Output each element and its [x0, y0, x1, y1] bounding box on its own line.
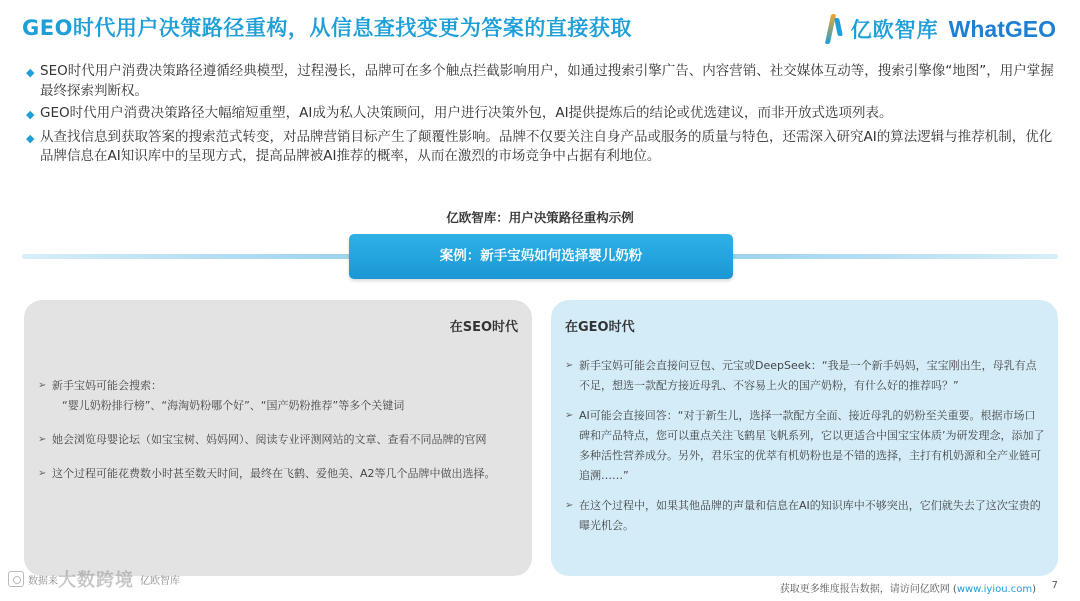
arrow-bullet-icon: ➢: [565, 500, 574, 511]
seo-item-keywords: “婴儿奶粉排行榜”、“海淘奶粉哪个好”、“国产奶粉推荐”等多个关键词: [62, 399, 405, 412]
seo-item-text: 她会浏览母婴论坛（如宝宝树、妈妈网）、阅读专业评测网站的文章、查看不同品牌的官网: [52, 433, 487, 446]
arrow-bullet-icon: ➢: [38, 468, 47, 479]
seo-panel-heading: 在SEO时代: [449, 320, 518, 335]
list-item: [38, 464, 518, 484]
source-note: [8, 566, 180, 592]
arrow-bullet-icon: ➢: [38, 380, 47, 391]
bullet-text: SEO时代用户消费决策路径遵循经典模型，过程漫长，品牌可在多个触点拦截影响用户，如通过搜索引擎广告、内容营销、社交媒体互动等，搜索引擎像“地图”，用户掌握最终探索判断权。: [40, 63, 1054, 99]
source-suffix: 亿欧智库: [140, 575, 180, 587]
diamond-bullet-icon: ◆: [26, 131, 35, 145]
geo-item-text: AI可能会直接回答：“对于新生儿，选择一款配方全面、接近母乳的奶粉至关重要。根据市场口碑和产品特点，您可以重点关注飞鹤星飞帆系列，它以更适合中国宝宝体质’为研发理念，添加了多种活性营养成分。另外，君乐宝的优萃有机奶粉也是不错的选择，主打有机奶源和全产业链可追溯……”: [579, 409, 1045, 482]
bullet-item: [26, 62, 1056, 101]
geo-panel: [551, 300, 1058, 576]
seo-item-text: 新手宝妈可能会搜索：: [52, 379, 162, 392]
seo-item-text: 这个过程可能花费数小时甚至数天时间，最终在飞鹤、爱他美、A2等几个品牌中做出选择。: [52, 467, 496, 480]
list-item: [565, 406, 1045, 486]
diamond-bullet-icon: ◆: [26, 108, 35, 121]
case-label-box: 案例：新手宝妈如何选择婴儿奶粉: [349, 234, 733, 279]
source-prefix: 数据来: [28, 575, 58, 587]
arrow-bullet-icon: ➢: [565, 360, 574, 371]
watermark-icon: [8, 571, 24, 587]
arrow-bullet-icon: ➢: [565, 410, 574, 421]
geo-item-list: [565, 356, 1045, 546]
list-item: [565, 356, 1045, 396]
bullet-text: GEO时代用户消费决策路径大幅缩短重塑，AI成为私人决策顾问，用户进行决策外包，AI提供提炼后的结论或优选建议，而非开放式选项列表。: [40, 105, 893, 121]
bullet-text: 从查找信息到获取答案的搜索范式转变，对品牌营销目标产生了颠覆性影响。品牌不仅要关注自身产品或服务的质量与特色，还需深入研究AI的算法逻辑与推荐机制，优化品牌信息在AI知识库中的呈现方式，提高品牌被AI推荐的概率，从而在激烈的市场竞争中占据有利地位。: [40, 128, 1053, 164]
geo-item-text: 在这个过程中，如果其他品牌的声量和信息在AI的知识库中不够突出，它们就失去了这次宝贵的曝光机会。: [579, 499, 1041, 532]
intro-bullets: [26, 62, 1056, 170]
geo-item-text: 新手宝妈可能会直接问豆包、元宝或DeepSeek：“我是一个新手妈妈，宝宝刚出生，母乳有点不足，想选一款配方接近母乳、不容易上火的国产奶粉，有什么好的推荐吗？”: [579, 359, 1037, 392]
bullet-item: [26, 128, 1056, 167]
seo-item-list: [38, 376, 518, 498]
iyiou-link[interactable]: www.iyiou.com: [956, 584, 1033, 595]
logo-en-text: WhatGEO: [948, 15, 1056, 42]
watermark-text: 大数跨境: [58, 570, 134, 591]
list-item: [38, 430, 518, 450]
list-item: [38, 376, 518, 416]
diagram-subtitle: 亿欧智库：用户决策路径重构示例: [446, 210, 634, 225]
logo-cn-text: 亿欧智库: [850, 18, 939, 42]
page-number: 7: [1051, 580, 1058, 591]
geo-panel-heading: 在GEO时代: [565, 320, 635, 335]
yiou-logo-icon: [825, 14, 847, 44]
diamond-bullet-icon: ◆: [26, 66, 35, 79]
bullet-item: [26, 104, 1056, 125]
brand-logo: [825, 12, 1056, 46]
page-title: GEO时代用户决策路径重构，从信息查找变更为答案的直接获取: [22, 16, 632, 40]
list-item: [565, 496, 1045, 536]
footer-more-info: 获取更多维度报告数据，请访问亿欧网 (www.iyiou.com): [779, 584, 1036, 595]
arrow-bullet-icon: ➢: [38, 434, 47, 445]
seo-panel: [24, 300, 532, 576]
